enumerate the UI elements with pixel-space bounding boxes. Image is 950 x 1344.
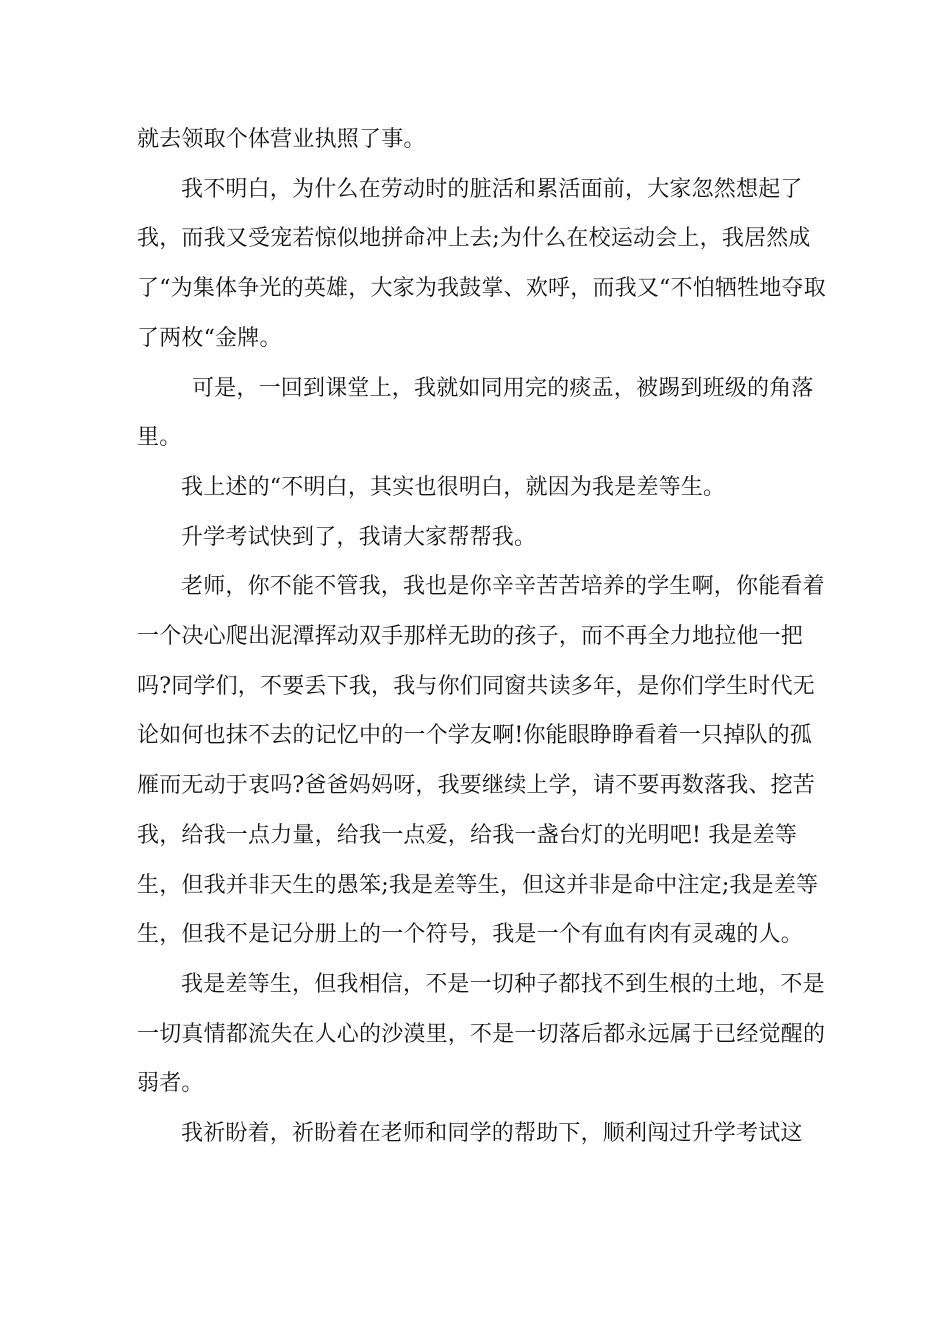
paragraph: 我不明白，为什么在劳动时的脏活和累活面前，大家忽然想起了我，而我又受宠若惊似地拼命冲上去;为什么在校运动会上，我居然成了“为集体争光的英雄，大家为我鼓掌、欢呼，而我又“不怕牺牲地夺取了两枚“金牌。: [137, 176, 826, 351]
paragraph-continuation: 就去领取个体营业执照了事。: [137, 127, 426, 152]
paragraph: 升学考试快到了，我请大家帮帮我。: [181, 524, 537, 550]
paragraph: 老师，你不能不管我，我也是你辛辛苦苦培养的学生啊，你能看着一个决心爬出泥潭挥动双手那样无助的孩子，而不再全力地拉他一把吗?同学们，不要丢下我，我与你们同窗共读多年，是你们学生时代无论如何也抹不去的记忆中的一个学友啊!你能眼睁睁看着一只掉队的孤雁而无动于衷吗?爸爸妈妈呀，我要继续上学，请不要再数落我、挖苦我，给我一点力量，给我一点爱，给我一盏台灯的光明吧! 我是差等生，但我并非天生的愚笨;我是差等生，但这并非是命中注定;我是差等生，但我不是记分册上的一个符号，我是一个有血有肉有灵魂的人。: [137, 574, 825, 948]
paragraph: 我是差等生，但我相信，不是一切种子都找不到生根的土地，不是一切真情都流失在人心的沙漠里，不是一切落后都永远属于已经觉醒的弱者。: [137, 971, 826, 1097]
paragraph: 我祈盼着，祈盼着在老师和同学的帮助下，顺利闯过升学考试这: [181, 1121, 803, 1147]
paragraph: 我上述的“不明白，其实也很明白，就因为我是差等生。: [181, 474, 726, 500]
paragraph: 可是，一回到课堂上，我就如同用完的痰盂，被踢到班级的角落里。: [137, 375, 814, 451]
document-body: [137, 115, 827, 1159]
